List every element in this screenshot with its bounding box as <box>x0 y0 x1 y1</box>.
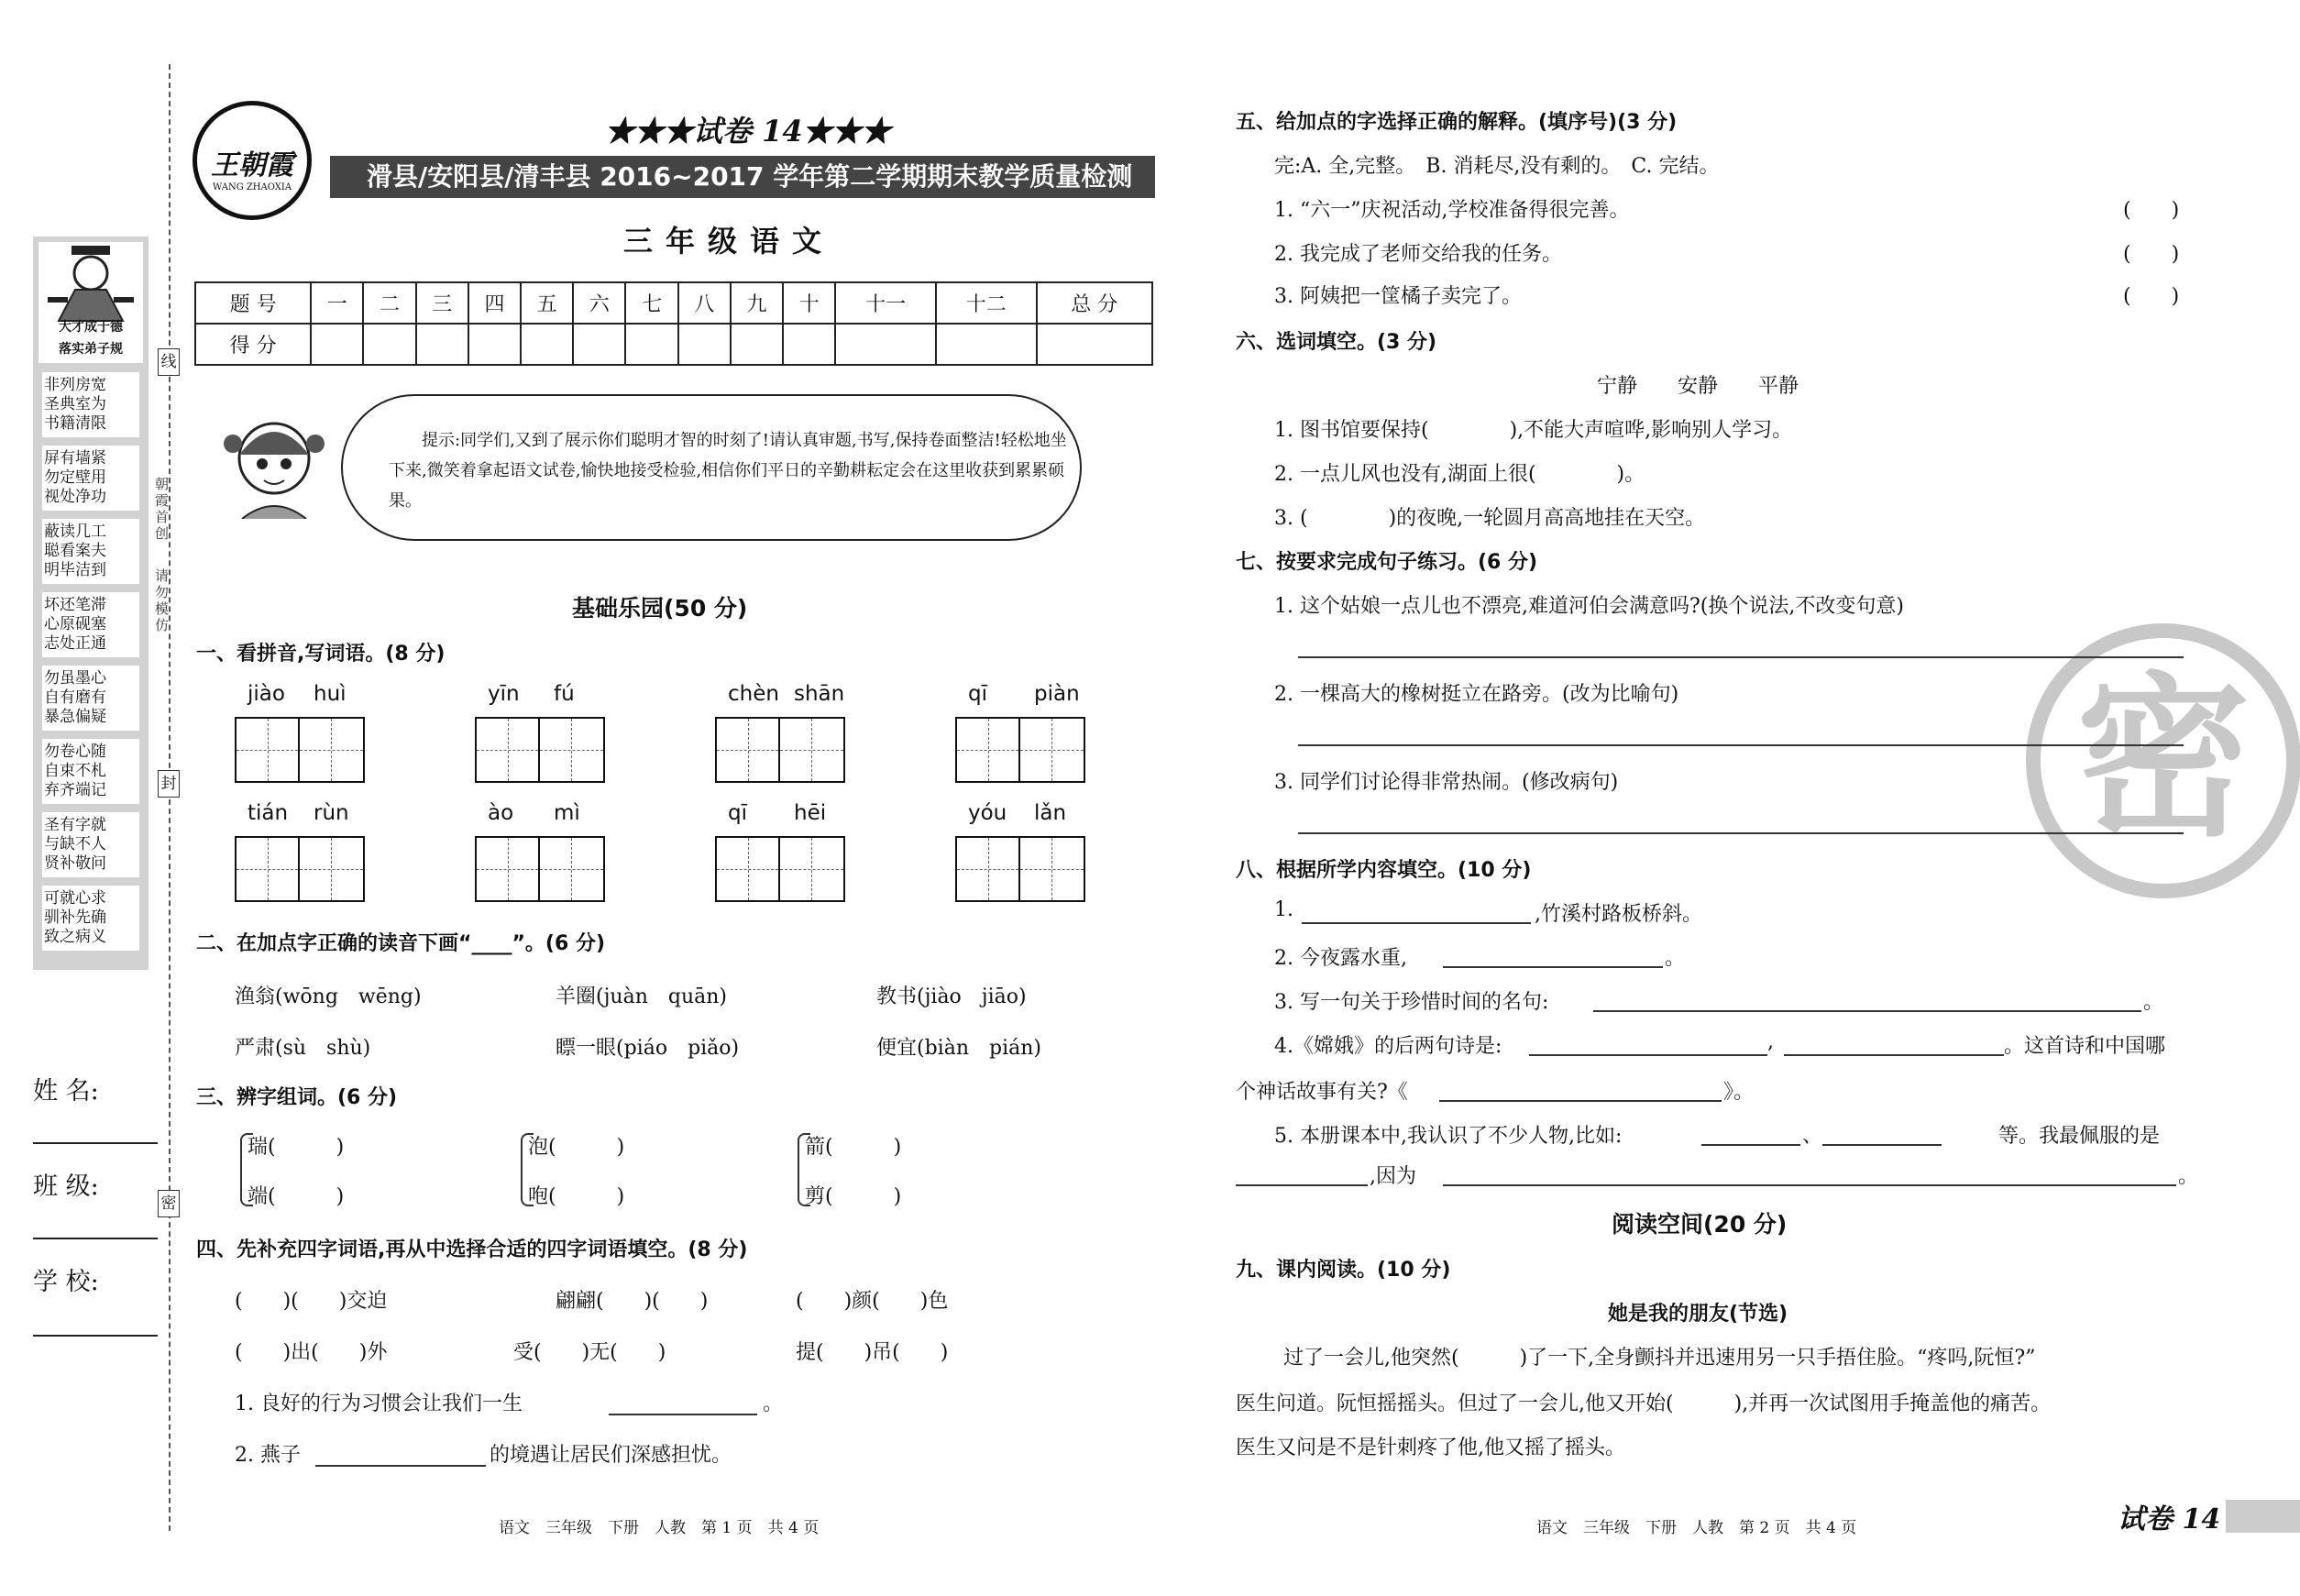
school-line[interactable] <box>33 1335 158 1337</box>
q4-item: 翩翩( )( ) <box>556 1290 709 1313</box>
passage-title: 她是我的朋友(节选) <box>1608 1303 1788 1326</box>
q4-item: ( )( )交迫 <box>235 1290 388 1313</box>
score-header-cell: 二 <box>363 282 415 324</box>
margin-tag-secret: 密 <box>158 1190 180 1217</box>
answer-line[interactable] <box>1443 966 1663 968</box>
tianzige-box[interactable] <box>235 717 365 783</box>
q1-pinyin: tián <box>248 801 289 825</box>
q2-item: 羊圈(juàn quān) <box>556 985 727 1008</box>
motto-row: 贤补敬问 <box>44 854 106 873</box>
q5-item: 3. 阿姨把一筐橘子卖完了。 <box>1274 285 1522 308</box>
q7-item: 2. 一棵高大的橡树挺立在路旁。(改为比喻句) <box>1274 683 1679 706</box>
tianzige-cell[interactable] <box>717 838 780 900</box>
score-input-cell[interactable] <box>416 324 468 365</box>
margin-tag-line: 线 <box>158 348 180 376</box>
q1-pinyin: rùn <box>314 801 349 825</box>
q2-item: 便宜(biàn pián) <box>876 1037 1041 1060</box>
answer-line[interactable] <box>1822 1144 1942 1146</box>
motto-block <box>42 592 139 657</box>
q1-pinyin: piàn <box>1034 682 1080 706</box>
tianzige-cell[interactable] <box>1020 719 1084 781</box>
q3-item: 剪( ) <box>805 1185 902 1208</box>
tianzige-cell[interactable] <box>540 719 603 781</box>
q2-item: 严肃(sù shù) <box>235 1037 371 1060</box>
paper-number: ★★★试卷 14★★★ <box>605 114 891 149</box>
margin-note-no-copy: 请勿模仿 <box>153 568 170 634</box>
motto-row: 聪看案夫 <box>44 542 106 560</box>
tianzige-cell[interactable] <box>957 838 1020 900</box>
q6-item: 1. 图书馆要保持( ),不能大声喧哗,影响别人学习。 <box>1274 419 1793 442</box>
q6-word-bank: 宁静 安静 平静 <box>1597 375 1799 398</box>
answer-line[interactable] <box>1439 1100 1722 1102</box>
answer-line[interactable] <box>1298 656 2184 658</box>
q4-title: 四、先补充四字词语,再从中选择合适的四字词语填空。(8 分) <box>196 1238 748 1261</box>
passage-line: 医生问道。阮恒摇摇头。但过了一会儿,他又开始( ),并再一次试图用手掩盖他的痛苦。 <box>1236 1392 2052 1415</box>
score-header-cell: 总 分 <box>1037 282 1152 324</box>
tianzige-cell[interactable] <box>717 719 780 781</box>
q4-item: 受( )无( ) <box>513 1341 666 1364</box>
q2-item: 渔翁(wōng wēng) <box>235 985 422 1008</box>
motto-row: 坏还笔滞 <box>44 596 106 614</box>
score-input-cell[interactable] <box>521 324 573 365</box>
q5-options: 完:A. 全,完整。 B. 消耗尽,没有剩的。 C. 完结。 <box>1274 155 1720 178</box>
motto-row: 勿虽墨心 <box>44 669 106 688</box>
q2-item: 教书(jiào jiāo) <box>876 985 1027 1008</box>
motto-line-1: 大才成于德 <box>59 320 123 335</box>
passage-line: 过了一会儿,他突然( )了一下,全身颤抖并迅速用另一只手捂住脸。“疼吗,阮恒?” <box>1283 1347 2036 1370</box>
score-header-cell: 三 <box>416 282 468 324</box>
score-header-cell: 题 号 <box>195 282 311 324</box>
q4-fill2-end: 的境遇让居民们深感担忧。 <box>490 1444 732 1467</box>
motto-row: 勿卷心随 <box>44 743 106 761</box>
q7-title: 七、按要求完成句子练习。(6 分) <box>1236 551 1538 574</box>
subject-title: 三年级语文 <box>623 224 835 259</box>
motto-block <box>42 739 139 804</box>
part2-title: 阅读空间(20 分) <box>1612 1211 1788 1238</box>
q4-fill1-end: 。 <box>763 1392 784 1415</box>
q1-pinyin: chèn <box>728 682 779 706</box>
score-header-cell: 六 <box>573 282 625 324</box>
q1-pinyin: qī <box>728 801 747 825</box>
footer-right: 语文 三年级 下册 人教 第 2 页 共 4 页 <box>1536 1519 1857 1537</box>
q3-title: 三、辨字组词。(6 分) <box>196 1086 398 1109</box>
motto-row: 勿定壁用 <box>44 468 106 487</box>
motto-row: 致之病义 <box>44 928 106 946</box>
q4-fill2-start: 2. 燕子 <box>235 1444 301 1467</box>
tip-text: 提示:同学们,又到了展示你们聪明才智的时刻了!请认真审题,书写,保持卷面整洁!轻松地坐下来,微笑着拿起语文试卷,愉快地接受检验,相信你们平日的辛勤耕耘定会在这里收获到累累硕果。 <box>389 431 1067 511</box>
motto-row: 可就心求 <box>44 889 106 908</box>
motto-row: 心原砚塞 <box>44 615 106 633</box>
corner-bar <box>2226 1500 2300 1533</box>
q1-pinyin: mì <box>554 801 580 825</box>
seal-watermark: 密 <box>2026 623 2300 898</box>
exam-title: 滑县/安阳县/清丰县 2016~2017 学年第二学期期末教学质量检测试卷 <box>330 156 1155 198</box>
score-table <box>194 281 1153 366</box>
school-label: 学 校: <box>33 1268 99 1296</box>
q2-title: 二、在加点字正确的读音下画“____”。(6 分) <box>196 932 605 955</box>
motto-block <box>42 372 139 437</box>
score-header-cell: 十一 <box>835 282 936 324</box>
tianzige-cell[interactable] <box>237 719 300 781</box>
brand-logo <box>193 101 312 220</box>
score-header-cell: 十 <box>783 282 835 324</box>
answer-line[interactable] <box>1443 1184 2176 1186</box>
answer-line[interactable] <box>1298 832 2184 834</box>
answer-line[interactable] <box>1236 1184 1368 1186</box>
motto-row: 自束不札 <box>44 762 106 780</box>
q8-l3-end: 。 <box>2143 991 2164 1014</box>
q3-item: 咆( ) <box>528 1185 625 1208</box>
score-input-cell[interactable] <box>731 324 783 365</box>
logo-subtext: WANG ZHAOXIA <box>212 182 292 193</box>
q4-item: ( )颜( )色 <box>796 1290 949 1313</box>
tianzige-cell[interactable] <box>957 719 1020 781</box>
score-header-cell: 九 <box>731 282 783 324</box>
q3-item: 泡( ) <box>528 1136 625 1159</box>
answer-line[interactable] <box>1784 1054 2004 1056</box>
motto-row: 非列房宽 <box>44 376 106 394</box>
motto-row: 明毕洁到 <box>44 561 106 579</box>
q1-pinyin: yīn <box>488 682 520 706</box>
score-input-cell[interactable] <box>936 324 1037 365</box>
motto-row: 自有磨有 <box>44 688 106 707</box>
motto-block <box>42 446 139 511</box>
passage-line: 医生又问是不是针刺疼了他,他又摇了摇头。 <box>1236 1436 1625 1459</box>
tianzige-box[interactable] <box>715 717 845 783</box>
q1-pinyin: jiào <box>248 682 285 706</box>
q8-l4-close: 》。 <box>1723 1081 1755 1104</box>
tianzige-cell[interactable] <box>477 838 540 900</box>
name-line[interactable] <box>33 1142 158 1144</box>
q8-l4-comma: , <box>1767 1030 1774 1053</box>
score-header-cell: 五 <box>521 282 573 324</box>
q5-answer-paren[interactable]: ( ) <box>2123 285 2180 308</box>
motto-row: 视处净功 <box>44 488 106 506</box>
q6-item: 2. 一点儿风也没有,湖面上很( )。 <box>1274 463 1645 486</box>
score-header-row <box>195 282 1152 324</box>
motto-row: 与缺不人 <box>44 835 106 853</box>
score-input-cell[interactable] <box>625 324 677 365</box>
motto-row: 暴急偏疑 <box>44 708 106 726</box>
q4-item: ( )出( )外 <box>235 1341 388 1364</box>
girl-illustration <box>224 409 325 519</box>
score-header-cell: 十二 <box>936 282 1037 324</box>
tianzige-box[interactable] <box>475 836 605 902</box>
tianzige-box[interactable] <box>235 836 365 902</box>
score-input-cell[interactable] <box>468 324 521 365</box>
q8-l5-end: 。 <box>2178 1165 2199 1188</box>
motto-row: 书籍清限 <box>44 414 106 433</box>
q1-pinyin: lǎn <box>1034 801 1067 825</box>
answer-line[interactable] <box>609 1414 757 1415</box>
motto-row: 蔽读几工 <box>44 523 106 541</box>
tianzige-box[interactable] <box>715 836 845 902</box>
q1-pinyin: yóu <box>968 801 1007 825</box>
q3-item: 瑞( ) <box>248 1136 345 1159</box>
q4-item: 提( )吊( ) <box>796 1341 949 1364</box>
score-input-cell[interactable] <box>311 324 363 365</box>
footer-left: 语文 三年级 下册 人教 第 1 页 共 4 页 <box>499 1519 820 1537</box>
name-label: 姓 名: <box>33 1077 99 1106</box>
score-input-cell[interactable] <box>1037 324 1152 365</box>
answer-line[interactable] <box>1298 744 2184 746</box>
q1-pinyin: qī <box>968 682 987 706</box>
q7-item: 1. 这个姑娘一点儿也不漂亮,难道河伯会满意吗?(换个说法,不改变句意) <box>1274 595 1904 618</box>
score-input-cell[interactable] <box>573 324 625 365</box>
q1-pinyin: ào <box>488 801 514 825</box>
q5-item: 1. “六一”庆祝活动,学校准备得很完善。 <box>1274 199 1630 222</box>
q5-title: 五、给加点的字选择正确的解释。(填序号)(3 分) <box>1236 111 1678 134</box>
answer-line[interactable] <box>1302 922 1531 924</box>
q3-item: 端( ) <box>248 1185 345 1208</box>
motto-block <box>42 519 139 584</box>
part1-title: 基础乐园(50 分) <box>572 595 748 622</box>
score-input-cell[interactable] <box>835 324 936 365</box>
tianzige-cell[interactable] <box>540 838 603 900</box>
score-value-row <box>195 324 1152 365</box>
q8-l5-because: ,因为 <box>1370 1165 1416 1188</box>
q5-answer-paren[interactable]: ( ) <box>2123 243 2180 266</box>
q2-item: 瞟一眼(piáo piǎo) <box>556 1037 740 1060</box>
motto-panel <box>33 237 149 970</box>
score-header-cell: 七 <box>625 282 677 324</box>
motto-row: 驯补先确 <box>44 908 106 927</box>
q8-l2-end: 。 <box>1665 947 1686 970</box>
q3-item: 箭( ) <box>805 1136 902 1159</box>
answer-line[interactable] <box>1701 1144 1800 1146</box>
score-header-cell: 四 <box>468 282 521 324</box>
q5-item: 2. 我完成了老师交给我的任务。 <box>1274 243 1562 266</box>
answer-line[interactable] <box>1529 1054 1767 1056</box>
motto-line-2: 落实弟子规 <box>59 342 123 357</box>
q6-item: 3. ( )的夜晚,一轮圆月高高地挂在天空。 <box>1274 507 1706 530</box>
margin-note-original: 朝霞首创 <box>153 477 170 543</box>
motto-row: 弃齐端记 <box>44 781 106 799</box>
class-label: 班 级: <box>33 1172 99 1201</box>
tianzige-cell[interactable] <box>237 838 300 900</box>
q8-l5: 5. 本册课本中,我认识了不少人物,比如: <box>1274 1125 1623 1148</box>
motto-row: 圣典室为 <box>44 395 106 413</box>
q8-l4: 4.《嫦娥》的后两句诗是: <box>1274 1035 1502 1058</box>
tianzige-box[interactable] <box>475 717 605 783</box>
q6-title: 六、选词填空。(3 分) <box>1236 331 1437 354</box>
motto-row: 圣有字就 <box>44 816 106 834</box>
tianzige-cell[interactable] <box>477 719 540 781</box>
q8-l3: 3. 写一句关于珍惜时间的名句: <box>1274 991 1549 1014</box>
tianzige-cell[interactable] <box>780 719 843 781</box>
answer-line[interactable] <box>1593 1010 2141 1012</box>
q8-l2: 2. 今夜露水重, <box>1274 947 1407 970</box>
q8-l1-text: ,竹溪村路板桥斜。 <box>1535 903 1702 926</box>
class-line[interactable] <box>33 1238 158 1239</box>
motto-block <box>42 886 139 951</box>
tianzige-cell[interactable] <box>780 838 843 900</box>
score-input-cell[interactable] <box>678 324 731 365</box>
q8-l4-tail: 。这首诗和中国哪 <box>2004 1035 2166 1058</box>
answer-line[interactable] <box>315 1465 486 1467</box>
score-row-label: 得 分 <box>195 324 311 365</box>
q1-pinyin: fú <box>554 682 575 706</box>
margin-tag-seal: 封 <box>158 770 180 798</box>
q1-pinyin: hēi <box>794 801 827 825</box>
score-input-cell[interactable] <box>363 324 415 365</box>
corner-paper-tag: 试卷 14 <box>2118 1503 2221 1535</box>
motto-row: 志处正通 <box>44 634 106 653</box>
tianzige-cell[interactable] <box>300 719 363 781</box>
score-input-cell[interactable] <box>783 324 835 365</box>
logo-text: 王朝霞 <box>211 149 293 182</box>
q1-pinyin: shān <box>794 682 845 706</box>
motto-block <box>42 812 139 877</box>
q4-fill1: 1. 良好的行为习惯会让我们一生 <box>235 1392 523 1415</box>
motto-block <box>42 666 139 731</box>
q8-l4-cont: 个神话故事有关?《 <box>1236 1081 1408 1104</box>
motto-row: 屏有墙紧 <box>44 449 106 468</box>
q9-title: 九、课内阅读。(10 分) <box>1236 1259 1451 1282</box>
q5-answer-paren[interactable]: ( ) <box>2123 199 2180 222</box>
q7-item: 3. 同学们讨论得非常热闹。(修改病句) <box>1274 771 1619 794</box>
score-header-cell: 一 <box>311 282 363 324</box>
q1-pinyin: huì <box>314 682 347 706</box>
q8-l5-sep: 、 <box>1802 1125 1823 1148</box>
tianzige-box[interactable] <box>955 717 1085 783</box>
tianzige-cell[interactable] <box>1020 838 1084 900</box>
q8-l5-tail: 等。我最佩服的是 <box>1998 1125 2161 1148</box>
tianzige-box[interactable] <box>955 836 1085 902</box>
q1-title: 一、看拼音,写词语。(8 分) <box>196 643 446 666</box>
q8-l1-num: 1. <box>1274 898 1293 921</box>
q8-title: 八、根据所学内容填空。(10 分) <box>1236 859 1532 882</box>
binding-dashed-line <box>169 64 171 1531</box>
score-header-cell: 八 <box>678 282 731 324</box>
tianzige-cell[interactable] <box>300 838 363 900</box>
